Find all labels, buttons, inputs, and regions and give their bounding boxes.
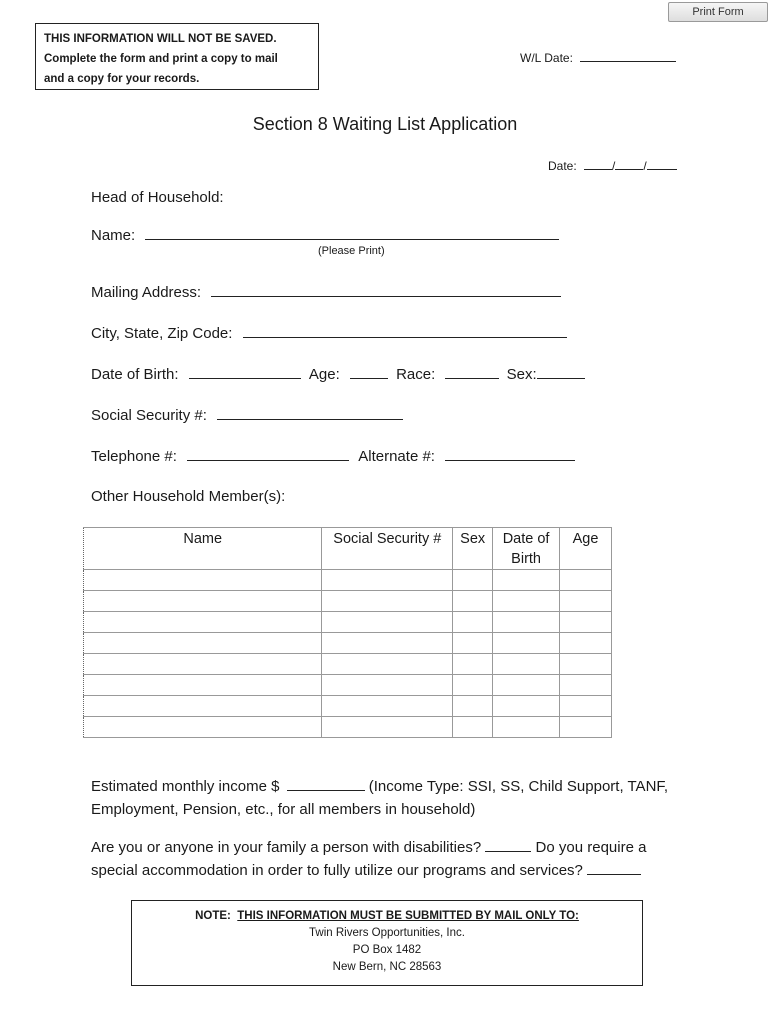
accommodation-answer-line[interactable] bbox=[587, 861, 641, 875]
member-age-cell[interactable] bbox=[560, 675, 612, 696]
note-prefix: NOTE: bbox=[195, 910, 231, 922]
member-sex-cell[interactable] bbox=[453, 633, 493, 654]
member-name-cell[interactable] bbox=[84, 654, 322, 675]
table-header-row bbox=[84, 528, 612, 570]
column-header-age: Age bbox=[560, 528, 612, 570]
accommodation-question-end: special accommodation in order to fully utilize our programs and services? bbox=[91, 862, 583, 879]
member-age-cell[interactable] bbox=[560, 654, 612, 675]
date-separator-2: / bbox=[643, 159, 647, 173]
table-row bbox=[84, 696, 612, 717]
member-dob-cell[interactable] bbox=[493, 675, 560, 696]
member-age-cell[interactable] bbox=[560, 591, 612, 612]
table-row bbox=[84, 675, 612, 696]
social-security-label: Social Security #: bbox=[91, 407, 207, 424]
date-field[interactable] bbox=[548, 156, 677, 173]
dob-label: Date of Birth: bbox=[91, 366, 179, 383]
not-saved-notice bbox=[35, 23, 319, 90]
notice-line-2: Complete the form and print a copy to mail bbox=[44, 53, 278, 65]
note-header-text: THIS INFORMATION MUST BE SUBMITTED BY MAIL ONLY TO: bbox=[237, 910, 579, 922]
wl-date-label: W/L Date: bbox=[520, 51, 573, 65]
telephone-line[interactable] bbox=[187, 447, 349, 461]
notice-line-3: and a copy for your records. bbox=[44, 73, 200, 85]
print-form-button[interactable]: Print Form bbox=[668, 2, 768, 22]
column-header-ssn: Social Security # bbox=[322, 528, 453, 570]
table-row bbox=[84, 612, 612, 633]
city-state-zip-label: City, State, Zip Code: bbox=[91, 325, 233, 342]
name-field[interactable] bbox=[91, 226, 559, 244]
member-ssn-cell[interactable] bbox=[322, 612, 453, 633]
member-name-cell[interactable] bbox=[84, 591, 322, 612]
disability-answer-line[interactable] bbox=[485, 838, 531, 852]
table-row bbox=[84, 591, 612, 612]
social-security-field[interactable] bbox=[91, 406, 403, 424]
age-line[interactable] bbox=[350, 365, 388, 379]
member-age-cell[interactable] bbox=[560, 570, 612, 591]
alternate-label: Alternate #: bbox=[358, 448, 435, 465]
member-sex-cell[interactable] bbox=[453, 717, 493, 738]
please-print-hint: (Please Print) bbox=[318, 245, 385, 257]
note-city: New Bern, NC 28563 bbox=[332, 961, 442, 973]
member-dob-cell[interactable] bbox=[493, 654, 560, 675]
member-dob-cell[interactable] bbox=[493, 570, 560, 591]
table-row bbox=[84, 717, 612, 738]
member-name-cell[interactable] bbox=[84, 612, 322, 633]
alternate-line[interactable] bbox=[445, 447, 575, 461]
column-header-name: Name bbox=[84, 528, 322, 570]
member-name-cell[interactable] bbox=[84, 570, 322, 591]
mailing-address-label: Mailing Address: bbox=[91, 284, 202, 301]
telephone-label: Telephone #: bbox=[91, 448, 177, 465]
member-sex-cell[interactable] bbox=[453, 654, 493, 675]
sex-line[interactable] bbox=[537, 365, 585, 379]
member-sex-cell[interactable] bbox=[453, 570, 493, 591]
age-label: Age: bbox=[308, 366, 340, 383]
column-header-dob: Date of Birth bbox=[493, 528, 560, 570]
member-age-cell[interactable] bbox=[560, 633, 612, 654]
form-title: Section 8 Waiting List Application bbox=[252, 114, 518, 134]
member-age-cell[interactable] bbox=[560, 696, 612, 717]
member-name-cell[interactable] bbox=[84, 717, 322, 738]
member-ssn-cell[interactable] bbox=[322, 591, 453, 612]
member-dob-cell[interactable] bbox=[493, 717, 560, 738]
note-header bbox=[132, 908, 642, 925]
mailing-note-box bbox=[131, 900, 643, 986]
accommodation-question-start: Do you require a bbox=[535, 839, 647, 856]
member-sex-cell[interactable] bbox=[453, 675, 493, 696]
member-sex-cell[interactable] bbox=[453, 591, 493, 612]
member-sex-cell[interactable] bbox=[453, 612, 493, 633]
date-label: Date: bbox=[548, 159, 577, 173]
member-ssn-cell[interactable] bbox=[322, 675, 453, 696]
member-name-cell[interactable] bbox=[84, 696, 322, 717]
member-dob-cell[interactable] bbox=[493, 612, 560, 633]
race-line[interactable] bbox=[445, 365, 499, 379]
disability-question: Are you or anyone in your family a person with disabilities? bbox=[91, 839, 482, 856]
notice-line-1: THIS INFORMATION WILL NOT BE SAVED. bbox=[44, 33, 277, 45]
race-label: Race: bbox=[396, 366, 436, 383]
note-po-box: PO Box 1482 bbox=[352, 944, 422, 956]
member-name-cell[interactable] bbox=[84, 633, 322, 654]
dob-row bbox=[91, 365, 585, 383]
mailing-address-line[interactable] bbox=[211, 283, 561, 297]
member-age-cell[interactable] bbox=[560, 717, 612, 738]
member-dob-cell[interactable] bbox=[493, 696, 560, 717]
table-row bbox=[84, 633, 612, 654]
member-dob-cell[interactable] bbox=[493, 591, 560, 612]
table-row bbox=[84, 654, 612, 675]
wl-date-line[interactable] bbox=[580, 48, 676, 62]
date-separator-1: / bbox=[612, 159, 616, 173]
income-type: (Income Type: SSI, SS, Child Support, TANF, bbox=[368, 778, 669, 795]
member-ssn-cell[interactable] bbox=[322, 654, 453, 675]
member-dob-cell[interactable] bbox=[493, 633, 560, 654]
column-header-sex: Sex bbox=[453, 528, 493, 570]
other-members-heading: Other Household Member(s): bbox=[91, 488, 286, 505]
wl-date-field[interactable] bbox=[520, 48, 676, 65]
dob-line[interactable] bbox=[189, 365, 301, 379]
date-day-line[interactable] bbox=[615, 156, 643, 170]
member-name-cell[interactable] bbox=[84, 675, 322, 696]
member-sex-cell[interactable] bbox=[453, 696, 493, 717]
sex-label: Sex: bbox=[506, 366, 537, 383]
city-state-zip-field[interactable] bbox=[91, 324, 567, 342]
table-body bbox=[84, 570, 612, 738]
member-ssn-cell[interactable] bbox=[322, 696, 453, 717]
note-organization: Twin Rivers Opportunities, Inc. bbox=[309, 927, 465, 939]
income-amount-line[interactable] bbox=[287, 777, 365, 791]
income-line-2: Employment, Pension, etc., for all members in household) bbox=[91, 801, 476, 818]
income-prefix: Estimated monthly income $ bbox=[91, 778, 280, 795]
telephone-row bbox=[91, 447, 575, 465]
member-ssn-cell[interactable] bbox=[322, 570, 453, 591]
city-state-zip-line[interactable] bbox=[243, 324, 567, 338]
member-ssn-cell[interactable] bbox=[322, 717, 453, 738]
head-of-household-heading: Head of Household: bbox=[91, 189, 224, 206]
name-line[interactable] bbox=[145, 226, 559, 240]
disability-section bbox=[91, 836, 691, 882]
member-ssn-cell[interactable] bbox=[322, 633, 453, 654]
name-label: Name: bbox=[91, 227, 136, 244]
income-section bbox=[91, 775, 691, 821]
date-month-line[interactable] bbox=[584, 156, 612, 170]
mailing-address-field[interactable] bbox=[91, 283, 561, 301]
date-year-line[interactable] bbox=[647, 156, 677, 170]
household-members-table bbox=[83, 527, 612, 738]
member-age-cell[interactable] bbox=[560, 612, 612, 633]
table-row bbox=[84, 570, 612, 591]
social-security-line[interactable] bbox=[217, 406, 403, 420]
